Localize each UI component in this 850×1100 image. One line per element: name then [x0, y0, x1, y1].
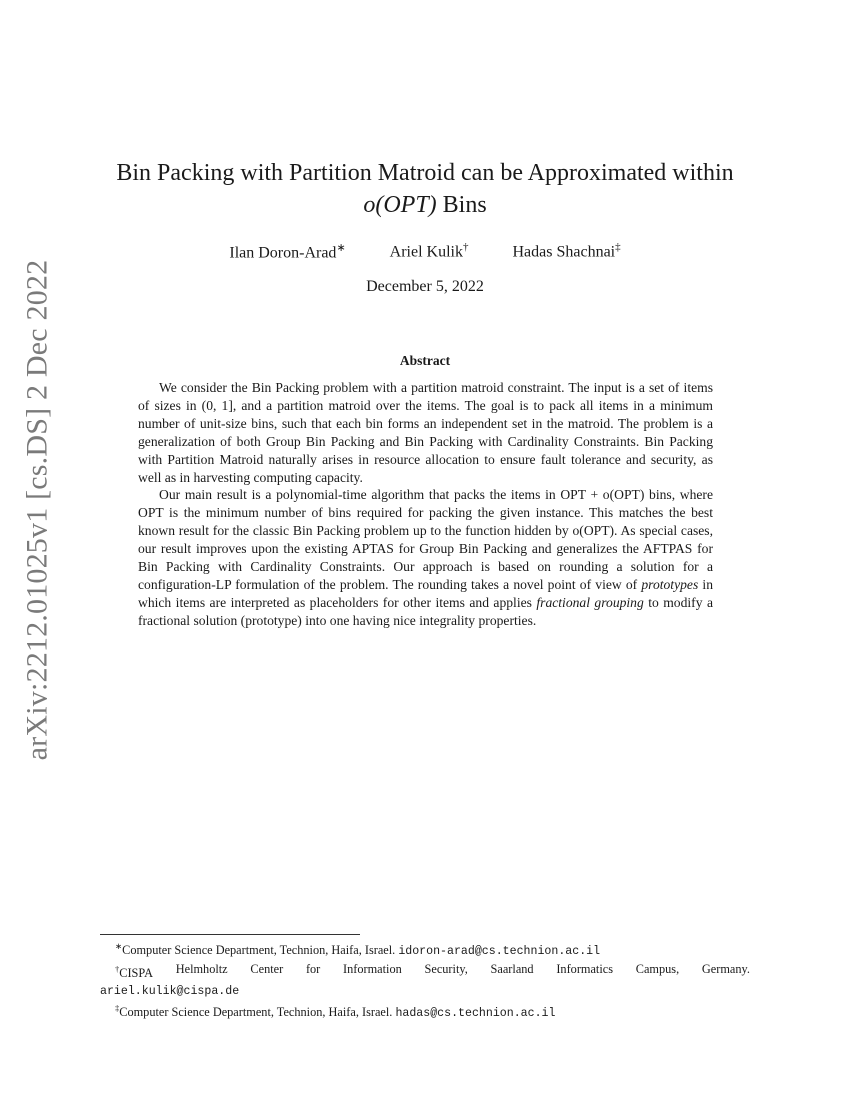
footnote-word: Security, — [424, 961, 468, 976]
footnote-word: Campus, — [635, 961, 680, 976]
title-line-1: Bin Packing with Partition Matroid can be Approximated within — [116, 160, 734, 186]
author — [512, 241, 620, 262]
paper-date: December 5, 2022 — [366, 278, 484, 295]
footnote-mark: ∗ — [115, 941, 123, 951]
footnote-word: for — [305, 961, 321, 976]
author-name: Ariel Kulik — [389, 243, 463, 261]
abstract-text: in which items are interpreted as placeholders for other items and applies — [138, 576, 713, 610]
author-mark: ‡ — [615, 241, 621, 253]
footnote-word: Saarland — [490, 961, 534, 976]
footnote-2-continued — [100, 982, 750, 1000]
footnote-divider — [100, 934, 360, 935]
footnote-text: Computer Science Department, Technion, Haifa, Israel. — [122, 943, 399, 958]
footnote-word: Informatics — [556, 961, 614, 976]
author-name: Hadas Shachnai — [512, 243, 616, 261]
author-mark: † — [462, 241, 469, 253]
footnote-text: Computer Science Department, Technion, Haifa, Israel. — [119, 1005, 396, 1020]
emphasis-fractional-grouping: fractional grouping — [536, 594, 644, 610]
abstract-paragraph-1: We consider the Bin Packing problem with a partition matroid constraint. The input is a set of items of sizes in (0, 1], and a partition matroid over the items. The goal is to pack all items in a minimum number of unit-size bins, such that each bin forms an independent set in the matroid. The problem is a generalization of both Group Bin Packing and Bin Packing with Cardinality Constraints. Bin Packing with Partition Matroid naturally arises in resource allocation to ensure fault tolerance and security, as well as in harvesting computing capacity. — [138, 380, 713, 485]
email-link[interactable]: ariel.kulik@cispa.de — [100, 985, 240, 998]
email-link[interactable]: hadas@cs.technion.ac.il — [395, 1007, 556, 1021]
emphasis-prototypes: prototypes — [641, 576, 699, 592]
abstract-body — [138, 379, 713, 630]
footnote-mark: ‡ — [115, 1003, 120, 1014]
author — [390, 241, 469, 262]
abstract-paragraph-2 — [138, 486, 713, 629]
footnote-mark: † — [115, 963, 120, 974]
footnote-word: Information — [343, 961, 402, 976]
abstract-heading: Abstract — [399, 353, 451, 368]
footnote-word-text: CISPA — [119, 965, 153, 980]
footnote-word: Germany. — [701, 961, 750, 976]
email-link[interactable]: idoron-arad@cs.technion.ac.il — [398, 945, 601, 959]
arxiv-side-stamp — [12, 259, 62, 761]
footnote-3 — [100, 1000, 750, 1023]
title-end: Bins — [436, 192, 487, 218]
author-list — [100, 241, 750, 262]
abstract-text: to modify a fractional solution (prototype) into one having nice integrality properties. — [138, 594, 713, 628]
title-math: o(OPT) — [363, 192, 437, 218]
author — [229, 241, 345, 262]
footnote-word: Helmholtz — [175, 961, 228, 976]
arxiv-identifier[interactable]: arXiv:2212.01025v1 [cs.DS] 2 Dec 2022 — [20, 259, 54, 761]
footnotes — [100, 938, 750, 1023]
author-name: Ilan Doron-Arad — [229, 244, 337, 262]
footnote-1 — [100, 938, 750, 961]
paper-title — [100, 157, 750, 221]
footnote-2 — [100, 961, 750, 983]
footnote-word — [115, 961, 153, 983]
footnote-word: Center — [250, 961, 284, 976]
author-mark: ∗ — [336, 242, 346, 254]
abstract-text: Our main result is a polynomial-time algorithm that packs the items in OPT + o(OPT) bins, where OPT is the minimum number of bins required for packing the given instance. This matches the best known result for the classic Bin Packing problem up to the function hidden by o(OPT). As special cases, our result improves upon the existing APTAS for Group Bin Packing and generalizes the AFTPAS for Bin Packing with Cardinality Constraints. Our approach is based on rounding a solution for a configuration-LP formulation of the problem. The rounding takes a novel point of view of — [138, 487, 713, 592]
